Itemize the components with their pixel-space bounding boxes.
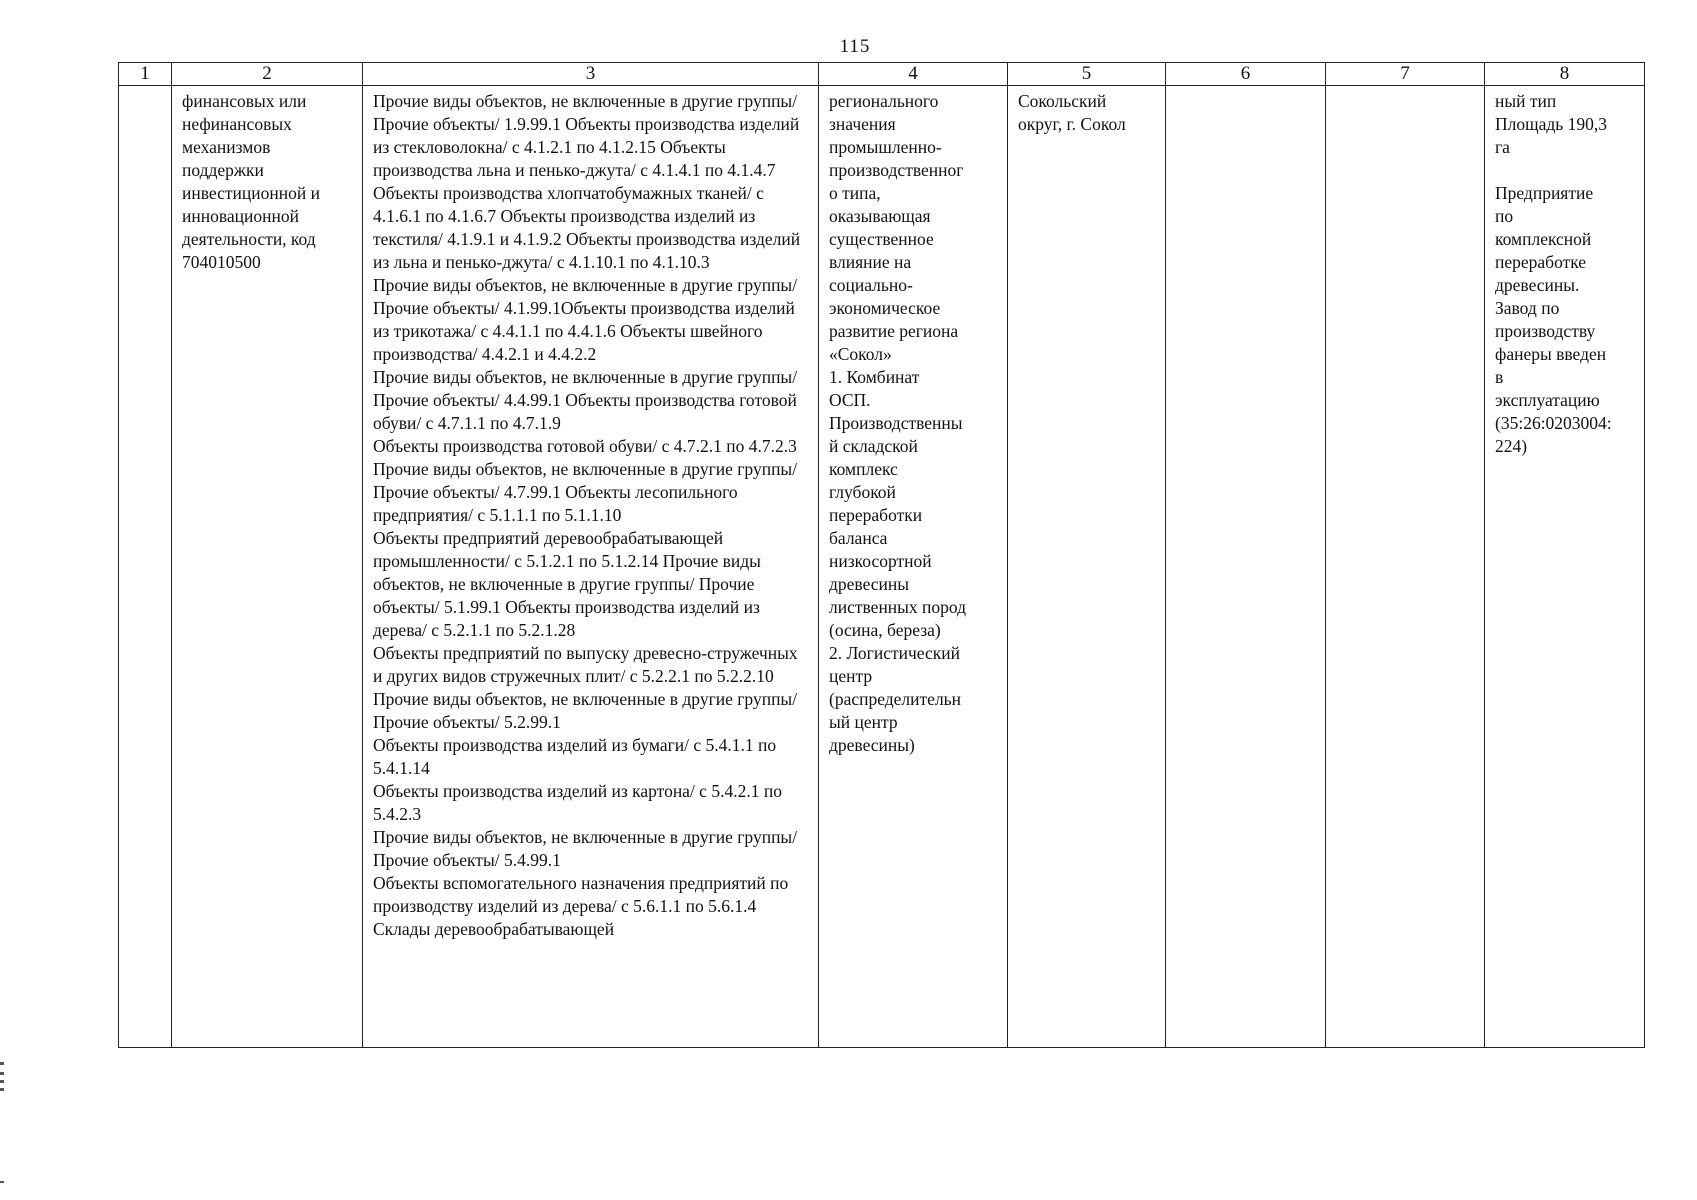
column-header-3: 3 [363,63,819,86]
scan-edge-mark [0,1072,4,1075]
scan-edge-mark [0,1062,4,1065]
cell-col-3-text: Прочие виды объектов, не включенные в другие группы/ Прочие объекты/ 1.9.99.1 Объекты производства изделий из стекловолокна/ с 4.1.2.1 по 4.1.2.15 Объекты производства льна и пенько-джута/ с 4.1.4.1 по 4.1.4.7 Объекты производства хлопчатобумажных тканей/ с 4.1.6.1 по 4.1.6.7 Объекты производства изделий из текстиля/ 4.1.9.1 и 4.1.9.2 Объекты производства изделий из льна и пенько-джута/ с 4.1.10.1 по 4.1.10.3 Прочие виды объектов, не включенные в другие группы/ Прочие объекты/ 4.1.99.1Объекты производства изделий из трикотажа/ с 4.4.1.1 по 4.4.1.6 Объекты швейного производства/ 4.4.2.1 и 4.4.2.2 Прочие виды объектов, не включенные в другие группы/ Прочие объекты/ 4.4.99.1 Объекты производства готовой обуви/ с 4.7.1.1 по 4.7.1.9 Объекты производства готовой обуви/ с 4.7.2.1 по 4.7.2.3 Прочие виды объектов, не включенные в другие группы/ Прочие объекты/ 4.7.99.1 Объекты лесопильного предприятия/ с 5.1.1.1 по 5.1.1.10 Объекты предприятий деревообрабатывающей промышленности/ с 5.1.2.1 по 5.1.2.14 Прочие виды объектов, не включенные в другие группы/ Прочие объекты/ 5.1.99.1 Объекты производства изделий из дерева/ с 5.2.1.1 по 5.2.1.28 Объекты предприятий по выпуску древесно-стружечных и других видов стружечных плит/ с 5.2.2.1 по 5.2.2.10 Прочие виды объектов, не включенные в другие группы/ Прочие объекты/ 5.2.99.1 Объекты производства изделий из бумаги/ с 5.4.1.1 по 5.4.1.14 Объекты производства изделий из картона/ с 5.4.2.1 по 5.4.2.3 Прочие виды объектов, не включенные в другие группы/ Прочие объекты/ 5.4.99.1 Объекты вспомогательного назначения предприятий по производству изделий из дерева/ с 5.6.1.1 по 5.6.1.4 Склады деревообрабатывающей [373,91,801,939]
column-header-2: 2 [172,63,363,86]
cell-col-1-text [119,86,171,90]
cell-col-3 [363,86,819,1048]
column-header-5: 5 [1008,63,1166,86]
cell-col-8-text: ный тип Площадь 190,3 га Предприятие по комплексной переработке древесины. Завод по производству фанеры введен в эксплуатацию (35:26:0203004: 224) [1495,91,1612,456]
cell-col-4 [819,86,1008,1048]
cell-col-1 [119,86,172,1048]
cell-col-2 [172,86,363,1048]
cell-col-2-text: финансовых или нефинансовых механизмов поддержки инвестиционной и инновационной деятельности, код 704010500 [182,91,320,272]
cell-col-7-text [1326,86,1484,90]
cell-col-5 [1008,86,1166,1048]
cell-col-6-text [1166,86,1325,90]
column-header-6: 6 [1166,63,1326,86]
scan-edge-mark [0,1181,4,1183]
cell-col-8 [1485,86,1645,1048]
column-header-7: 7 [1326,63,1485,86]
planning-table [118,62,1645,1048]
column-header-4: 4 [819,63,1008,86]
cell-col-7 [1326,86,1485,1048]
table-row [119,86,1645,1048]
scan-edge-mark [0,1080,4,1083]
column-header-1: 1 [119,63,172,86]
cell-col-4-text: регионального значения промышленно- производственног о типа, оказывающая существенное влияние на социально- экономическое развитие региона «Сокол» 1. Комбинат ОСП. Производственны й складской комплекс глубокой переработки баланса низкосортной древесины лиственных пород (осина, береза) 2. Логистический центр (распределительн ый центр древесины) [829,91,967,755]
scan-edge-mark [0,1088,4,1091]
page-number: 115 [839,36,871,57]
column-header-8: 8 [1485,63,1645,86]
cell-col-6 [1166,86,1326,1048]
header-row [119,63,1645,86]
cell-col-5-text: Сокольский округ, г. Сокол [1018,91,1126,134]
